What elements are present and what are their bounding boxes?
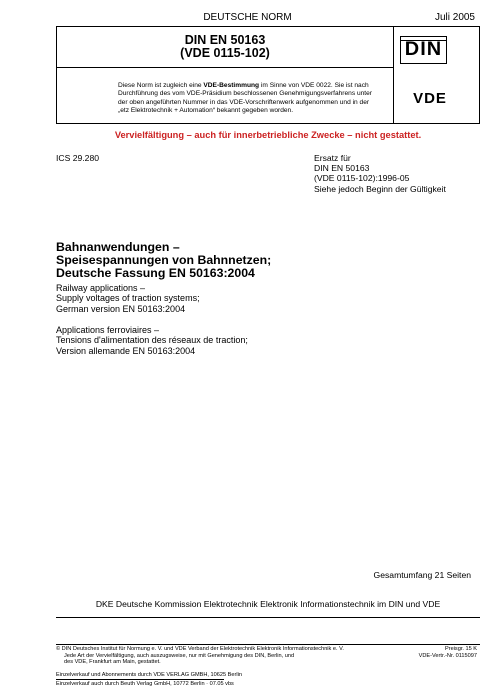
footer-separator <box>56 679 224 680</box>
main-title-line: Speisespannungen von Bahnnetzen; <box>56 253 272 267</box>
notice-line: Durchführung des vom VDE-Präsidium beschlossenen Genehmigungsverfahrens unter <box>118 90 372 98</box>
sales-info-alt: Einzelverkauf auch durch Beuth Verlag GmbH, 10772 Berlin · 07.05 vbs <box>56 681 234 687</box>
replacement-line: (VDE 0115-102):1996-05 <box>314 173 410 184</box>
price-line: VDE-Vertr.-Nr. 0115097 <box>418 652 477 659</box>
publication-date: Juli 2005 <box>434 12 475 23</box>
replacement-line: DIN EN 50163 <box>314 163 370 174</box>
notice-line: „etz Elektrotechnik + Automation“ bekannt gegeben worden. <box>118 106 294 114</box>
copy-warning: Vervielfältigung – auch für innerbetriebliche Zwecke – nicht gestattet. <box>114 130 422 140</box>
sales-info: Einzelverkauf und Abonnements durch VDE VERLAG GMBH, 10625 Berlin <box>56 672 242 678</box>
english-title-line: German version EN 50163:2004 <box>56 303 186 314</box>
english-title-line: Supply voltages of traction systems; <box>56 293 200 304</box>
notice-emphasis: VDE-Bestimmung <box>203 82 260 89</box>
standard-number: DIN EN 50163 <box>184 33 266 47</box>
notice-line: der oben angeführten Nummer in das VDE-Vorschriftenwerk aufgenommen und in der <box>118 98 370 106</box>
replacement-line: Siehe jedoch Beginn der Gültigkeit <box>314 183 446 194</box>
price-group <box>402 646 477 659</box>
copyright-notice <box>56 646 402 666</box>
replacement-info <box>314 153 446 194</box>
french-title-line: Tensions d'alimentation des réseaux de traction; <box>56 335 248 346</box>
vde-logo: VDE <box>413 90 447 107</box>
footer-rule <box>56 617 480 645</box>
replacement-line: Ersatz für <box>314 153 351 163</box>
notice-line: Diese Norm ist zugleich eine VDE-Bestimmung im Sinne von VDE 0022. Sie ist nach <box>118 82 369 89</box>
french-title <box>56 325 248 356</box>
main-title-line: Bahnanwendungen – <box>56 240 180 254</box>
english-title-line: Railway applications – <box>56 283 146 293</box>
main-title-line: Deutsche Fassung EN 50163:2004 <box>56 266 255 280</box>
main-title <box>56 241 271 280</box>
dke-line: DKE Deutsche Kommission Elektrotechnik Elektronik Informationstechnik im DIN und VDE <box>95 599 441 609</box>
copyright-line: Jede Art der Vervielfältigung, auch auszugsweise, nur mit Genehmigung des DIN, Berlin, und <box>64 652 295 659</box>
french-title-line: Version allemande EN 50163:2004 <box>56 345 196 356</box>
din-logo-text: DIN <box>404 39 443 60</box>
copyright-line: © DIN Deutsches Institut für Normung e. V. und VDE Verband der Elektrotechnik Elektronik Informationstechnik e. V. <box>56 646 344 652</box>
vde-notice <box>118 82 392 115</box>
french-title-line: Applications ferroviaires – <box>56 325 160 335</box>
price-line: Preisgr. 15 K <box>444 646 477 652</box>
copyright-line: des VDE, Frankfurt am Main, gestattet. <box>64 659 161 665</box>
document-type-label: DEUTSCHE NORM <box>203 12 292 23</box>
vde-number: (VDE 0115-102) <box>180 46 270 60</box>
total-pages: Gesamtumfang 21 Seiten <box>373 570 471 580</box>
english-title <box>56 283 200 314</box>
ics-code: ICS 29.280 <box>56 153 99 163</box>
